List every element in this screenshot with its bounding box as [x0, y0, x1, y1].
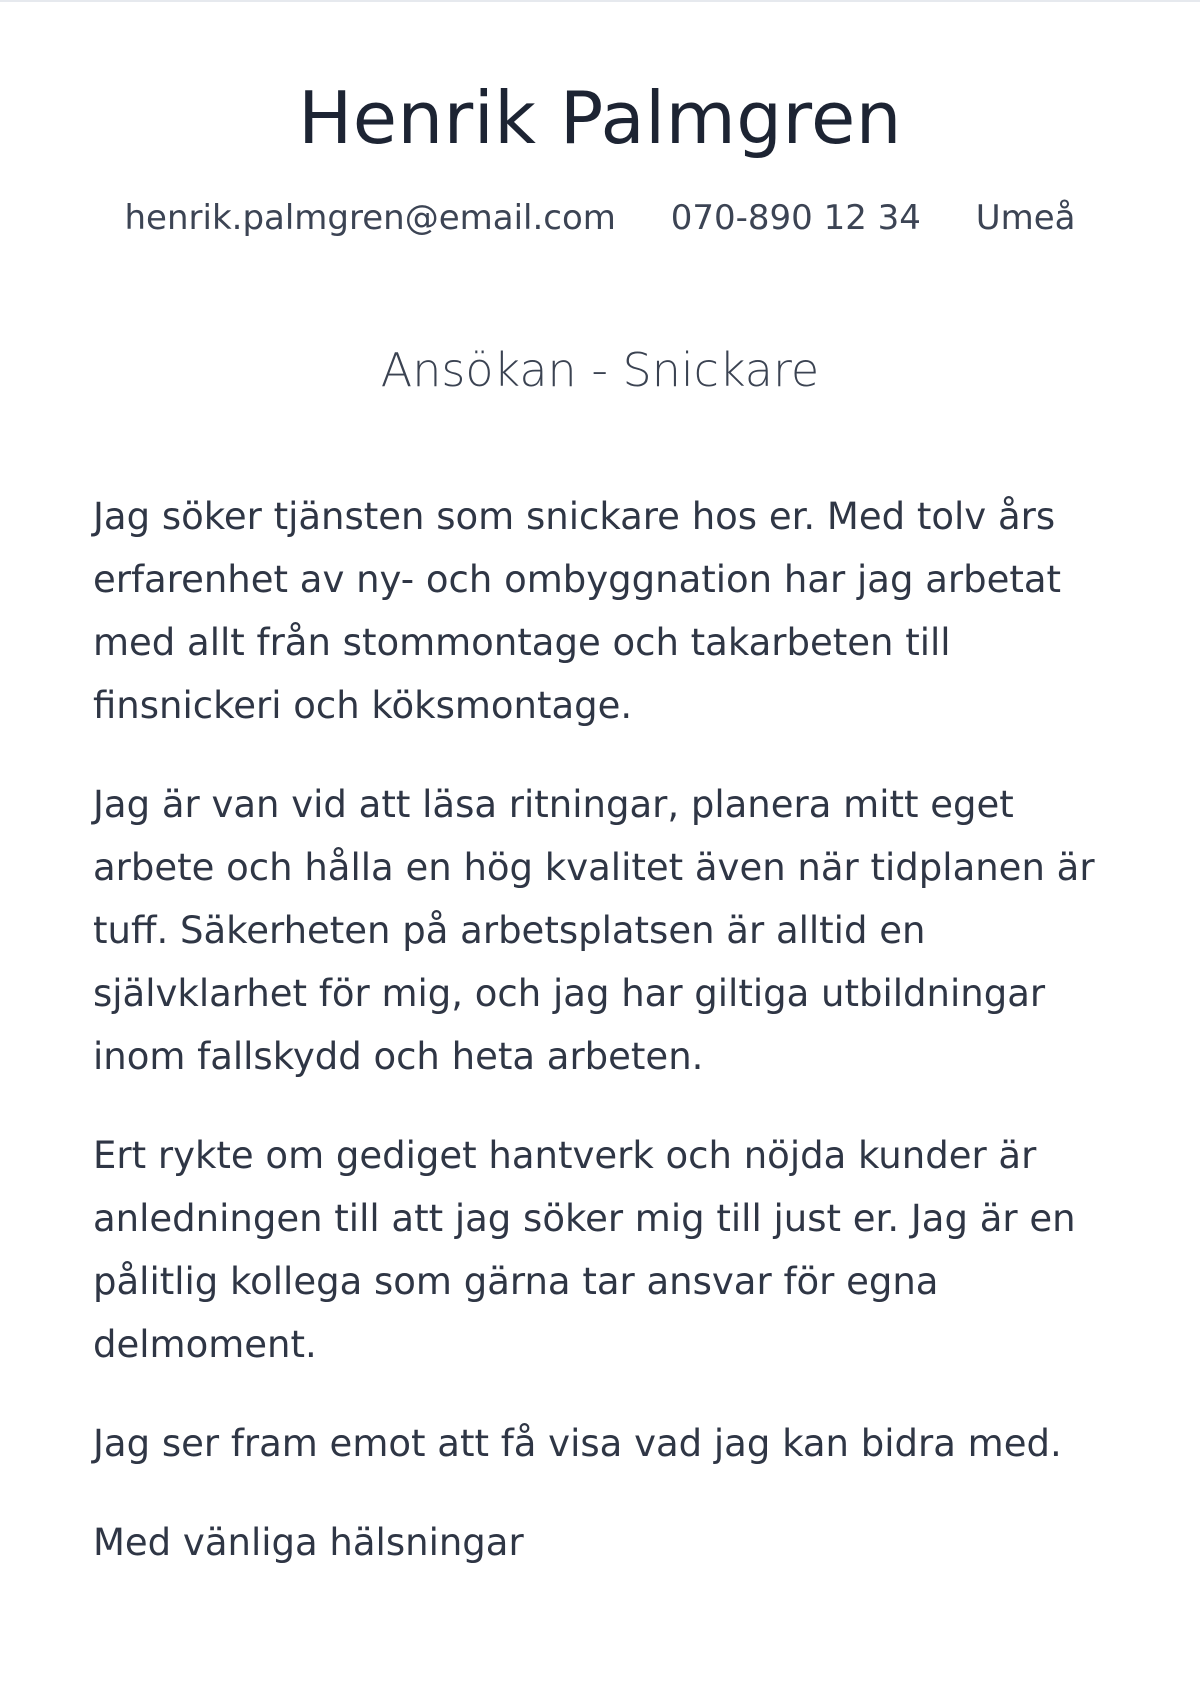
letter-body	[93, 485, 1123, 1610]
letter-subject: Ansökan - Snickare	[380, 343, 820, 397]
contact-email: henrik.palmgren@email.com	[124, 198, 616, 238]
letter-paragraph-3: Ert rykte om gediget hantverk och nöjda kunder är anledningen till att jag söker mig till just er. Jag är en pålitlig kollega som gärna tar ansvar för egna delmoment.	[93, 1134, 1076, 1366]
letter-paragraph-1: Jag söker tjänsten som snickare hos er. Med tolv års erfarenhet av ny- och ombyggnation har jag arbetat med allt från stommontage och takarbeten till finsnickeri och köksmontage.	[93, 495, 1062, 727]
letter-closing: Med vänliga hälsningar	[93, 1521, 524, 1564]
contact-city: Umeå	[975, 198, 1076, 238]
contact-phone: 070-890 12 34	[670, 198, 921, 238]
contact-line	[0, 196, 1200, 240]
applicant-name: Henrik Palmgren	[298, 76, 902, 160]
letter-paragraph-2: Jag är van vid att läsa ritningar, planera mitt eget arbete och hålla en hög kvalitet även när tidplanen är tuff. Säkerheten på arbetsplatsen är alltid en självklarhet för mig, och jag har giltiga utbildningar inom fallskydd och heta arbeten.	[93, 783, 1095, 1078]
letter-paragraph-4: Jag ser fram emot att få visa vad jag kan bidra med.	[93, 1422, 1062, 1465]
letter-header	[0, 70, 1200, 240]
page-top-border	[0, 0, 1200, 2]
